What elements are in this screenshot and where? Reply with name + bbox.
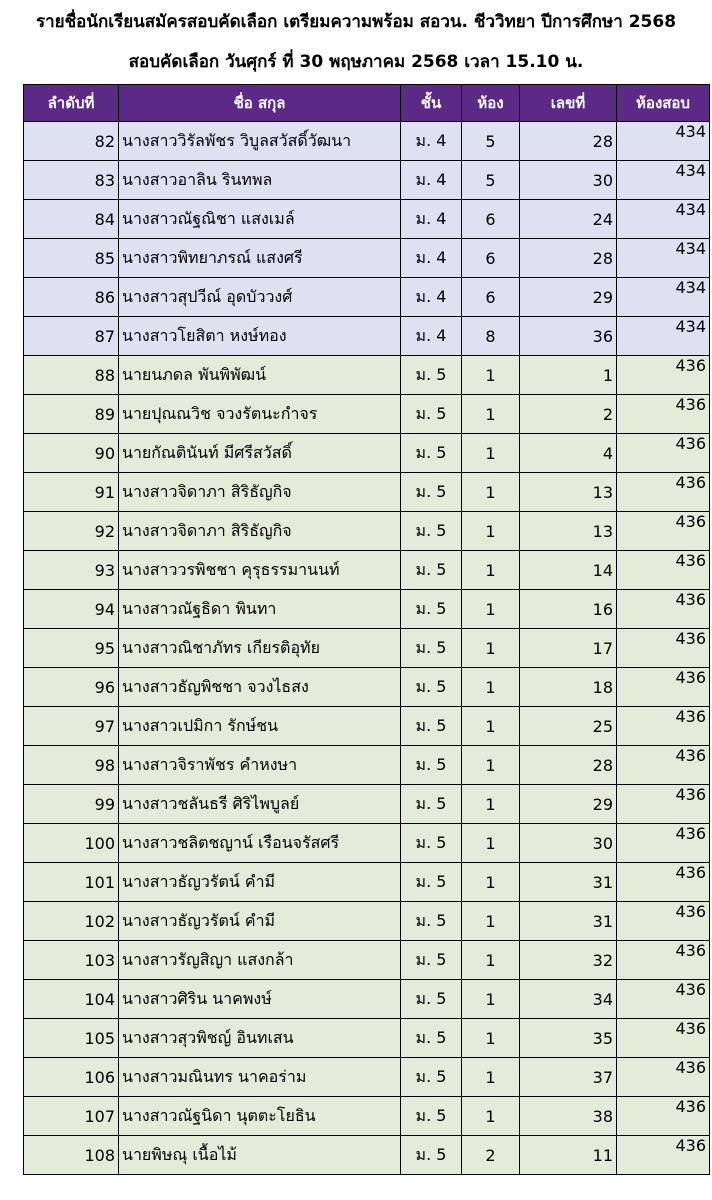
column-header-number: เลขที่ — [520, 85, 617, 122]
cell-order: 87 — [24, 317, 119, 356]
cell-number: 13 — [520, 512, 617, 551]
cell-name: นางสาวสุปวีณ์ อุดบัววงศ์ — [119, 278, 401, 317]
cell-order: 91 — [24, 473, 119, 512]
table-row — [24, 1058, 710, 1097]
cell-exam-room: 436 — [617, 1019, 710, 1058]
cell-order: 98 — [24, 746, 119, 785]
table-row — [24, 473, 710, 512]
cell-name: นางสาวรัญสิญา แสงกล้า — [119, 941, 401, 980]
cell-level: ม. 5 — [401, 746, 462, 785]
cell-order: 106 — [24, 1058, 119, 1097]
cell-room: 5 — [462, 122, 520, 161]
cell-order: 85 — [24, 239, 119, 278]
cell-name: นางสาวธัญวรัตน์ คำมี — [119, 902, 401, 941]
table-row — [24, 707, 710, 746]
cell-number: 14 — [520, 551, 617, 590]
cell-name: นางสาวมณินทร นาคอร่าม — [119, 1058, 401, 1097]
cell-room: 2 — [462, 1136, 520, 1175]
cell-room: 1 — [462, 1019, 520, 1058]
cell-level: ม. 5 — [401, 1136, 462, 1175]
cell-order: 92 — [24, 512, 119, 551]
cell-level: ม. 4 — [401, 239, 462, 278]
cell-name: นายนภดล พันพิพัฒน์ — [119, 356, 401, 395]
cell-level: ม. 5 — [401, 629, 462, 668]
column-header-exam-room: ห้องสอบ — [617, 85, 710, 122]
table-row — [24, 902, 710, 941]
cell-exam-room: 436 — [617, 941, 710, 980]
cell-name: นางสาวชลิตชญาน์ เรือนจรัสศรี — [119, 824, 401, 863]
table-row — [24, 824, 710, 863]
table-row — [24, 1097, 710, 1136]
cell-number: 4 — [520, 434, 617, 473]
cell-name: นางสาวธัญวรัตน์ คำมี — [119, 863, 401, 902]
cell-number: 16 — [520, 590, 617, 629]
cell-number: 31 — [520, 902, 617, 941]
cell-number: 24 — [520, 200, 617, 239]
cell-order: 89 — [24, 395, 119, 434]
cell-name: นางสาววรพิชชา คุรุธรรมานนท์ — [119, 551, 401, 590]
cell-name: นางสาวธัญพิชชา จวงไธสง — [119, 668, 401, 707]
table-row — [24, 785, 710, 824]
cell-room: 1 — [462, 668, 520, 707]
cell-room: 6 — [462, 239, 520, 278]
table-row — [24, 317, 710, 356]
cell-exam-room: 436 — [617, 668, 710, 707]
cell-level: ม. 4 — [401, 317, 462, 356]
table-row — [24, 980, 710, 1019]
cell-room: 1 — [462, 512, 520, 551]
cell-order: 104 — [24, 980, 119, 1019]
cell-room: 1 — [462, 590, 520, 629]
cell-name: นางสาวศิริน นาคพงษ์ — [119, 980, 401, 1019]
cell-number: 17 — [520, 629, 617, 668]
cell-room: 1 — [462, 941, 520, 980]
cell-level: ม. 5 — [401, 980, 462, 1019]
cell-order: 86 — [24, 278, 119, 317]
cell-number: 29 — [520, 278, 617, 317]
cell-level: ม. 5 — [401, 863, 462, 902]
cell-number: 32 — [520, 941, 617, 980]
cell-name: นางสาวเปมิกา รักษ์ชน — [119, 707, 401, 746]
cell-name: นางสาวจิราพัชร คำหงษา — [119, 746, 401, 785]
cell-order: 103 — [24, 941, 119, 980]
cell-level: ม. 5 — [401, 941, 462, 980]
table-row — [24, 200, 710, 239]
column-header-level: ชั้น — [401, 85, 462, 122]
cell-room: 1 — [462, 434, 520, 473]
cell-name: นายกัณตินันท์ มีศรีสวัสดิ์ — [119, 434, 401, 473]
cell-exam-room: 436 — [617, 629, 710, 668]
cell-order: 93 — [24, 551, 119, 590]
cell-order: 88 — [24, 356, 119, 395]
cell-name: นายพิษณุ เนื้อไม้ — [119, 1136, 401, 1175]
cell-level: ม. 5 — [401, 1019, 462, 1058]
cell-number: 34 — [520, 980, 617, 1019]
column-header-order: ลำดับที่ — [24, 85, 119, 122]
cell-name: นางสาวชลันธรี ศิริไพบูลย์ — [119, 785, 401, 824]
table-row — [24, 161, 710, 200]
cell-order: 84 — [24, 200, 119, 239]
cell-order: 100 — [24, 824, 119, 863]
cell-level: ม. 5 — [401, 1097, 462, 1136]
cell-exam-room: 436 — [617, 434, 710, 473]
cell-room: 1 — [462, 551, 520, 590]
document-title: รายชื่อนักเรียนสมัครสอบคัดเลือก เตรียมความพร้อม สอวน. ชีววิทยา ปีการศึกษา 2568 — [35, 12, 677, 32]
cell-number: 29 — [520, 785, 617, 824]
cell-number: 37 — [520, 1058, 617, 1097]
cell-number: 28 — [520, 122, 617, 161]
cell-room: 1 — [462, 395, 520, 434]
cell-room: 1 — [462, 473, 520, 512]
cell-room: 8 — [462, 317, 520, 356]
cell-name: นางสาวณัฐนิดา นุตตะโยธิน — [119, 1097, 401, 1136]
table-row — [24, 863, 710, 902]
table-row — [24, 941, 710, 980]
cell-name: นางสาวณิชาภัทร เกียรติอุทัย — [119, 629, 401, 668]
cell-name: นางสาวจิดาภา สิริธัญกิจ — [119, 473, 401, 512]
cell-room: 1 — [462, 1097, 520, 1136]
cell-exam-room: 436 — [617, 707, 710, 746]
cell-name: นางสาวสุวพิชญ์ อินทเสน — [119, 1019, 401, 1058]
cell-number: 38 — [520, 1097, 617, 1136]
cell-exam-room: 434 — [617, 239, 710, 278]
table-row — [24, 395, 710, 434]
cell-exam-room: 436 — [617, 512, 710, 551]
cell-exam-room: 436 — [617, 980, 710, 1019]
cell-room: 6 — [462, 200, 520, 239]
cell-order: 95 — [24, 629, 119, 668]
cell-room: 1 — [462, 707, 520, 746]
cell-exam-room: 434 — [617, 200, 710, 239]
table-row — [24, 356, 710, 395]
cell-name: นางสาวณัฐณิชา แสงเมล์ — [119, 200, 401, 239]
table-row — [24, 746, 710, 785]
cell-exam-room: 434 — [617, 122, 710, 161]
cell-exam-room: 436 — [617, 785, 710, 824]
cell-exam-room: 436 — [617, 473, 710, 512]
table-row — [24, 278, 710, 317]
cell-number: 36 — [520, 317, 617, 356]
cell-exam-room: 434 — [617, 317, 710, 356]
cell-exam-room: 434 — [617, 161, 710, 200]
cell-number: 30 — [520, 824, 617, 863]
cell-exam-room: 436 — [617, 863, 710, 902]
cell-name: นางสาวโยสิตา หงษ์ทอง — [119, 317, 401, 356]
table-row — [24, 434, 710, 473]
cell-order: 102 — [24, 902, 119, 941]
cell-room: 1 — [462, 746, 520, 785]
cell-level: ม. 5 — [401, 785, 462, 824]
cell-room: 6 — [462, 278, 520, 317]
cell-level: ม. 5 — [401, 707, 462, 746]
table-row — [24, 590, 710, 629]
cell-room: 1 — [462, 629, 520, 668]
cell-exam-room: 434 — [617, 278, 710, 317]
table-body — [24, 122, 710, 1175]
cell-exam-room: 436 — [617, 824, 710, 863]
cell-number: 1 — [520, 356, 617, 395]
cell-name: นางสาวอาลิน รินทพล — [119, 161, 401, 200]
cell-exam-room: 436 — [617, 395, 710, 434]
cell-name: นางสาวณัฐธิดา พินทา — [119, 590, 401, 629]
exam-schedule-subtitle: สอบคัดเลือก วันศุกร์ ที่ 30 พฤษภาคม 2568 เวลา 15.10 น. — [128, 52, 584, 72]
cell-order: 99 — [24, 785, 119, 824]
cell-room: 1 — [462, 980, 520, 1019]
cell-room: 1 — [462, 902, 520, 941]
cell-exam-room: 436 — [617, 356, 710, 395]
cell-order: 83 — [24, 161, 119, 200]
cell-level: ม. 4 — [401, 278, 462, 317]
cell-level: ม. 5 — [401, 395, 462, 434]
cell-room: 5 — [462, 161, 520, 200]
cell-number: 2 — [520, 395, 617, 434]
cell-level: ม. 4 — [401, 161, 462, 200]
table-row — [24, 1136, 710, 1175]
cell-room: 1 — [462, 356, 520, 395]
cell-order: 108 — [24, 1136, 119, 1175]
table-row — [24, 1019, 710, 1058]
cell-level: ม. 5 — [401, 902, 462, 941]
cell-number: 25 — [520, 707, 617, 746]
cell-level: ม. 5 — [401, 473, 462, 512]
student-roster-table — [23, 84, 710, 1175]
cell-number: 35 — [520, 1019, 617, 1058]
cell-room: 1 — [462, 1058, 520, 1097]
cell-order: 94 — [24, 590, 119, 629]
table-row — [24, 629, 710, 668]
cell-exam-room: 436 — [617, 1058, 710, 1097]
cell-level: ม. 5 — [401, 668, 462, 707]
cell-level: ม. 5 — [401, 1058, 462, 1097]
cell-room: 1 — [462, 863, 520, 902]
cell-order: 97 — [24, 707, 119, 746]
cell-exam-room: 436 — [617, 746, 710, 785]
cell-room: 1 — [462, 824, 520, 863]
cell-level: ม. 5 — [401, 434, 462, 473]
cell-exam-room: 436 — [617, 590, 710, 629]
cell-level: ม. 5 — [401, 590, 462, 629]
table-row — [24, 512, 710, 551]
cell-order: 90 — [24, 434, 119, 473]
cell-exam-room: 436 — [617, 1097, 710, 1136]
cell-exam-room: 436 — [617, 1136, 710, 1175]
table-row — [24, 239, 710, 278]
cell-number: 31 — [520, 863, 617, 902]
cell-number: 13 — [520, 473, 617, 512]
cell-name: นางสาวพิทยาภรณ์ แสงศรี — [119, 239, 401, 278]
cell-order: 82 — [24, 122, 119, 161]
cell-level: ม. 4 — [401, 122, 462, 161]
table-header-row — [24, 85, 710, 122]
cell-level: ม. 5 — [401, 551, 462, 590]
cell-number: 28 — [520, 239, 617, 278]
cell-order: 105 — [24, 1019, 119, 1058]
cell-level: ม. 5 — [401, 824, 462, 863]
cell-order: 96 — [24, 668, 119, 707]
table-row — [24, 668, 710, 707]
cell-number: 11 — [520, 1136, 617, 1175]
cell-room: 1 — [462, 785, 520, 824]
cell-name: นางสาววิรัลพัชร วิบูลสวัสดิ์วัฒนา — [119, 122, 401, 161]
cell-number: 18 — [520, 668, 617, 707]
cell-exam-room: 436 — [617, 902, 710, 941]
cell-order: 101 — [24, 863, 119, 902]
cell-exam-room: 436 — [617, 551, 710, 590]
column-header-name: ชื่อ สกุล — [119, 85, 401, 122]
table-row — [24, 551, 710, 590]
cell-level: ม. 5 — [401, 512, 462, 551]
table-row — [24, 122, 710, 161]
cell-level: ม. 5 — [401, 356, 462, 395]
cell-level: ม. 4 — [401, 200, 462, 239]
column-header-room: ห้อง — [462, 85, 520, 122]
cell-order: 107 — [24, 1097, 119, 1136]
cell-name: นายปุณณวิช จวงรัตนะกำจร — [119, 395, 401, 434]
cell-name: นางสาวจิดาภา สิริธัญกิจ — [119, 512, 401, 551]
cell-number: 30 — [520, 161, 617, 200]
cell-number: 28 — [520, 746, 617, 785]
